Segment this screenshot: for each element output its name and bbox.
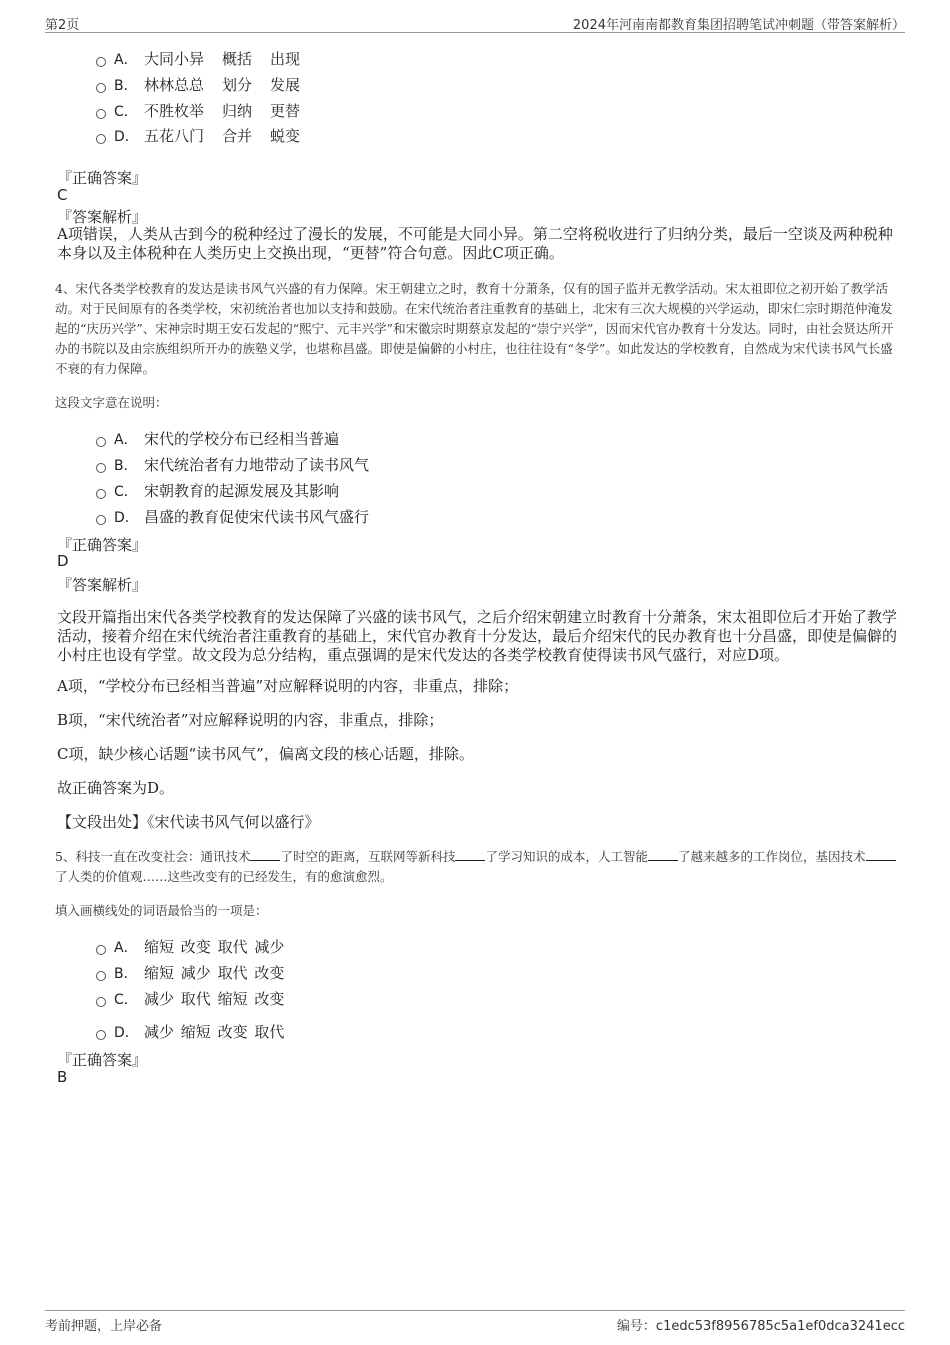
q4-answer: D xyxy=(57,552,69,570)
q4-analysis-main: 文段开篇指出宋代各类学校教育的发达保障了兴盛的读书风气，之后介绍宋朝建立时教育十分萧条，宋太祖即位后才开始了教学活动，接着介绍在宋代统治者注重教育的基础上，宋代官办教育十分发达，最后介绍宋代的民办教育也十分昌盛，即使是偏僻的小村庄也设有学堂。故文段为总分结构，重点强调的是宋代发达的各类学校教育使得读书风气盛行，对应D项。 xyxy=(57,608,898,664)
q4-analysis-label: 『答案解析』 xyxy=(57,576,148,594)
q4-analysis-c: C项，缺少核心话题“读书风气”，偏离文段的核心话题，排除。 xyxy=(57,745,474,763)
fill-blank xyxy=(866,848,896,861)
q5-answer-label: 『正确答案』 xyxy=(57,1051,148,1069)
radio-icon[interactable] xyxy=(96,437,106,447)
radio-icon[interactable] xyxy=(96,997,106,1007)
fill-blank xyxy=(455,848,485,861)
radio-icon[interactable] xyxy=(96,463,106,473)
q4-stem: 4、宋代各类学校教育的发达是读书风气兴盛的有力保障。宋王朝建立之时，教育十分萧条，仅有的国子监并无教学活动。宋太祖即位之初开始了教学活动。对于民间原有的各类学校，宋初统治者也加以支持和鼓励。在宋代统治者注重教育的基础上，北宋有三次大规模的兴学运动，即宋仁宗时期范仲淹发起的“庆历兴学”、宋神宗时期王安石发起的“熙宁、元丰兴学”和宋徽宗时期蔡京发起的“崇宁兴学”，因而宋代官办教育十分发达。同时，由社会贤达所开办的书院以及由宗族组织所开办的族塾义学，也堪称昌盛。即使是偏僻的小村庄，也往往设有“冬学”。如此发达的学校教育，自然成为宋代读书风气长盛不衰的有力保障。 xyxy=(55,281,894,376)
radio-icon[interactable] xyxy=(96,515,106,525)
q3-analysis: A项错误，人类从古到今的税种经过了漫长的发展，不可能是大同小异。第二空将税收进行了归纳分类，最后一空谈及两种税种本身以及主体税种在人类历史上交换出现，“更替”符合句意。因此C项正确。 xyxy=(57,225,893,262)
q3-option-d[interactable]: D． 五花八门 合并 蜕变 xyxy=(96,125,318,147)
radio-icon[interactable] xyxy=(96,489,106,499)
fill-blank xyxy=(648,848,678,861)
q4-option-c[interactable]: C． 宋朝教育的起源发展及其影响 xyxy=(96,480,339,502)
q4-analysis-conclusion: 故正确答案为D。 xyxy=(57,779,175,797)
radio-icon[interactable] xyxy=(96,1030,106,1040)
q4-option-b[interactable]: B． 宋代统治者有力地带动了读书风气 xyxy=(96,454,369,476)
q4-analysis-a: A项，“学校分布已经相当普遍”对应解释说明的内容，非重点，排除； xyxy=(57,677,519,695)
q4-answer-label: 『正确答案』 xyxy=(57,536,148,554)
q3-analysis-label: 『答案解析』 xyxy=(57,208,148,226)
q5-option-b[interactable]: B． 缩短 减少 取代 改变 xyxy=(96,962,286,984)
footer-slogan: 考前押题，上岸必备 xyxy=(45,1319,163,1334)
page-footer xyxy=(45,1310,905,1339)
q5-stem: 5、科技一直在改变社会：通讯技术 了时空的距离，互联网等新科技 了学习知识的成本，人工智能 了越来越多的工作岗位，基因技术了人类的价值观……这些改变有的已经发生，有的愈演愈烈。 xyxy=(55,847,900,887)
document-title: 2024年河南南都教育集团招聘笔试冲刺题（带答案解析） xyxy=(572,18,905,33)
q5-answer: B xyxy=(57,1068,68,1086)
radio-icon[interactable] xyxy=(96,83,106,93)
q3-answer: C xyxy=(57,186,68,204)
radio-icon[interactable] xyxy=(96,57,106,67)
q4-option-a[interactable]: A． 宋代的学校分布已经相当普遍 xyxy=(96,428,339,450)
document-code: 编号：c1edc53f8956785c5a1ef0dca3241ecc xyxy=(616,1319,905,1334)
page-header xyxy=(45,12,905,33)
q5-option-d[interactable]: D． 减少 缩短 改变 取代 xyxy=(96,1021,286,1043)
q3-option-c[interactable]: C． 不胜枚举 归纳 更替 xyxy=(96,100,318,122)
q3-option-a[interactable]: A． 大同小异 概括 出现 xyxy=(96,48,318,70)
radio-icon[interactable] xyxy=(96,134,106,144)
page-number: 第2页 xyxy=(45,18,80,33)
q4-analysis-b: B项，“宋代统治者”对应解释说明的内容，非重点，排除； xyxy=(57,711,444,729)
q4-question: 这段文字意在说明： xyxy=(55,395,168,410)
radio-icon[interactable] xyxy=(96,109,106,119)
q3-option-b[interactable]: B． 林林总总 划分 发展 xyxy=(96,74,318,96)
q5-option-a[interactable]: A． 缩短 改变 取代 减少 xyxy=(96,936,286,958)
fill-blank xyxy=(250,848,280,861)
q4-option-d[interactable]: D． 昌盛的教育促使宋代读书风气盛行 xyxy=(96,506,369,528)
q4-source: 【文段出处】《宋代读书风气何以盛行》 xyxy=(57,813,320,831)
radio-icon[interactable] xyxy=(96,945,106,955)
radio-icon[interactable] xyxy=(96,971,106,981)
q5-question: 填入画横线处的词语最恰当的一项是： xyxy=(55,903,268,918)
q5-option-c[interactable]: C． 减少 取代 缩短 改变 xyxy=(96,988,286,1010)
q3-answer-label: 『正确答案』 xyxy=(57,169,148,187)
